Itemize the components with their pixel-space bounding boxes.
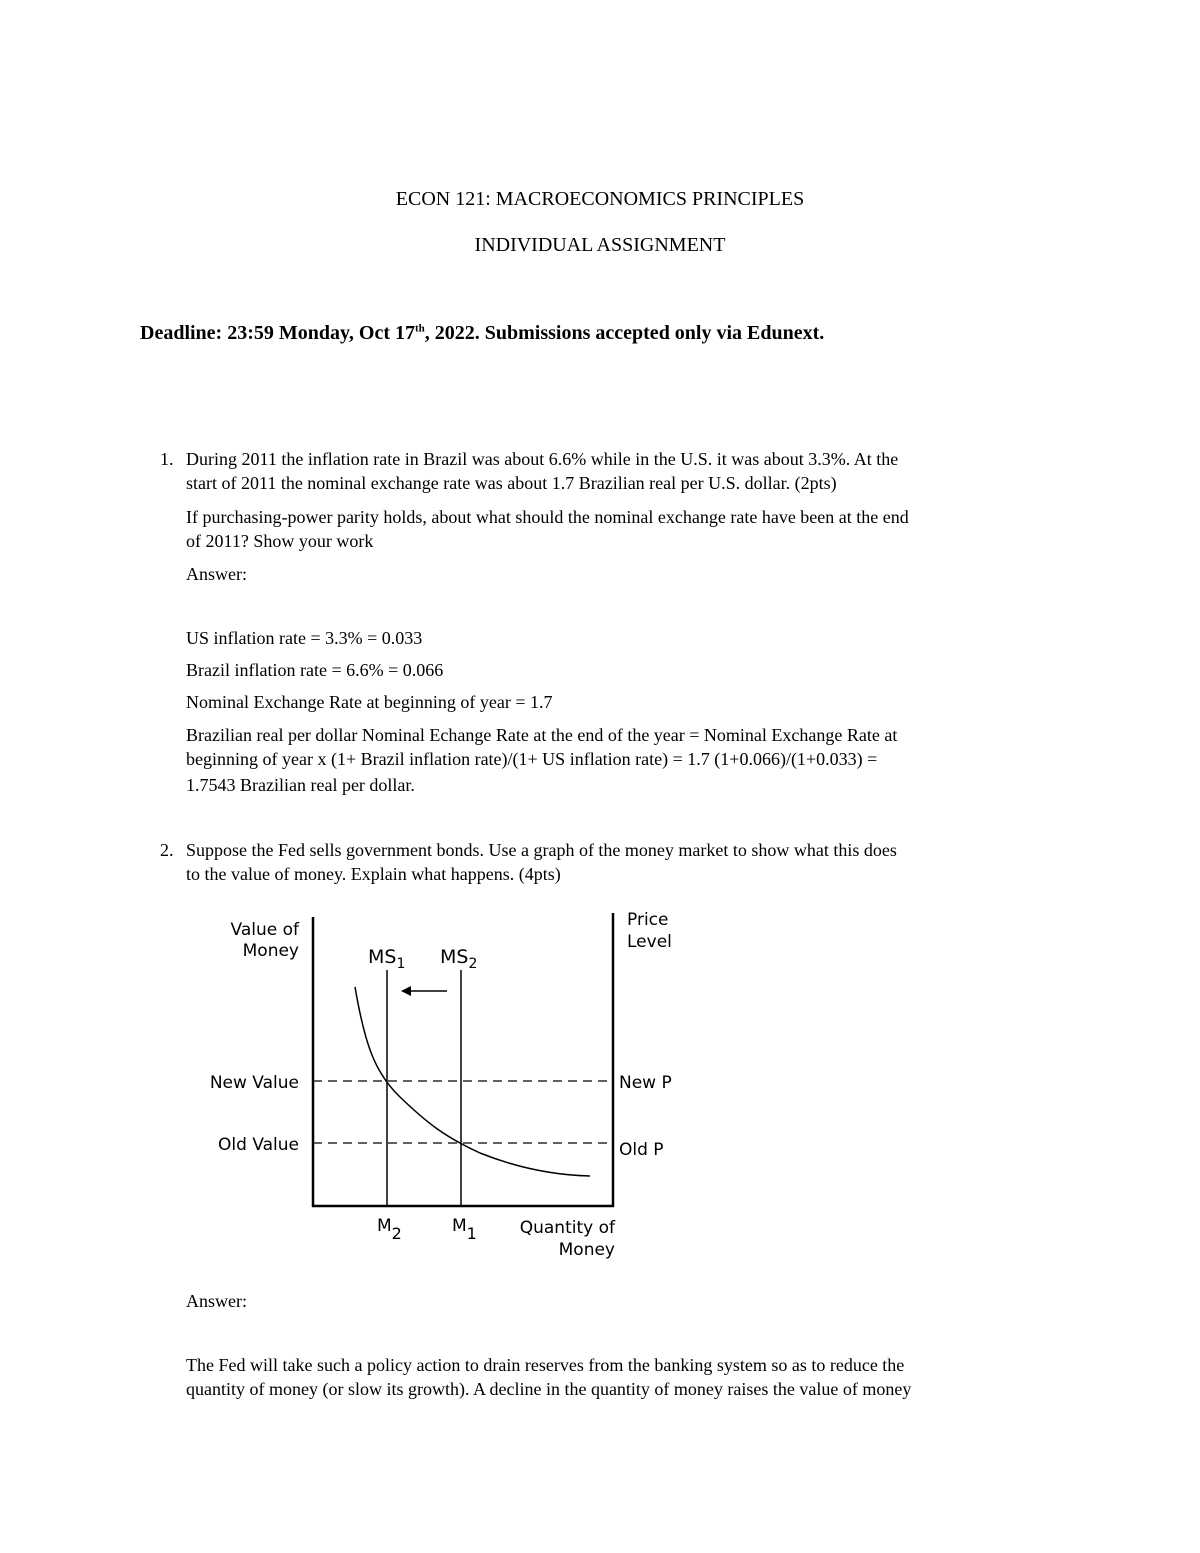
answer-line: Brazil inflation rate = 6.6% = 0.066 (186, 660, 444, 680)
x-axis-label: Quantity of (519, 1218, 615, 1238)
question-text: start of 2011 the nominal exchange rate was about 1.7 Brazilian real per U.S. dollar. (2pts) (186, 473, 837, 493)
ms1-label (368, 946, 405, 972)
answer-line: quantity of money (or slow its growth). A decline in the quantity of money raises the value of money (186, 1379, 912, 1399)
x-axis-label: Money (558, 1240, 615, 1260)
answer-line: Brazilian real per dollar Nominal Echange Rate at the end of the year = Nominal Exchange Rate at (186, 725, 898, 745)
question-text: Suppose the Fed sells government bonds. Use a graph of the money market to show what this does (186, 840, 897, 860)
y-tick-old-value: Old Value (218, 1135, 299, 1155)
ms2-label (440, 946, 477, 972)
ms2-label-sub: 2 (468, 956, 478, 972)
x-tick-m2 (377, 1216, 402, 1243)
y-right-label: Price (627, 910, 669, 930)
question-text: of 2011? Show your work (186, 531, 374, 551)
x-tick-m1-name: M (452, 1216, 467, 1236)
course-title: ECON 121: MACROECONOMICS PRINCIPLES (395, 188, 805, 210)
y-tick-old-p: Old P (619, 1140, 664, 1160)
answer-label: Answer: (186, 1291, 247, 1311)
answer-line: 1.7543 Brazilian real per dollar. (186, 775, 415, 795)
answer-line: beginning of year x (1+ Brazil inflation rate)/(1+ US inflation rate) = 1.7 (1+0.066)/(1+0.033) = (186, 749, 878, 769)
deadline (140, 322, 824, 345)
y-left-label: Money (242, 941, 299, 961)
assignment-title: INDIVIDUAL ASSIGNMENT (474, 234, 726, 256)
question-number: 1. (160, 449, 174, 469)
answer-label: Answer: (186, 564, 247, 584)
answer-line: Nominal Exchange Rate at beginning of year = 1.7 (186, 692, 553, 712)
question-text: to the value of money. Explain what happens. (4pts) (186, 864, 561, 884)
deadline-text: Deadline: 23:59 Monday, Oct 17 (140, 322, 415, 344)
ms1-label-name: MS (368, 946, 397, 968)
answer-line: The Fed will take such a policy action to drain reserves from the banking system so as to reduce the (186, 1355, 905, 1375)
ms2-label-name: MS (440, 946, 469, 968)
x-tick-m1 (452, 1216, 477, 1243)
y-tick-new-value: New Value (209, 1073, 299, 1093)
question-text: During 2011 the inflation rate in Brazil was about 6.6% while in the U.S. it was about 3.3%. At the (186, 449, 899, 469)
y-left-label: Value of (230, 920, 299, 940)
deadline-text-end: , 2022. Submissions accepted only via Edunext. (424, 322, 825, 344)
x-tick-m2-name: M (377, 1216, 392, 1236)
money-market-chart (195, 905, 685, 1265)
y-right-label: Level (627, 932, 672, 952)
y-tick-new-p: New P (619, 1073, 672, 1093)
ms1-label-sub: 1 (396, 956, 406, 972)
x-tick-m1-sub: 1 (466, 1224, 477, 1243)
arrow-head-icon (401, 986, 411, 996)
question-number: 2. (160, 840, 174, 860)
x-tick-m2-sub: 2 (391, 1224, 402, 1243)
answer-line: US inflation rate = 3.3% = 0.033 (186, 628, 423, 648)
deadline-suffix: th (415, 322, 425, 335)
question-text: If purchasing-power parity holds, about what should the nominal exchange rate have been at the end (186, 507, 909, 527)
